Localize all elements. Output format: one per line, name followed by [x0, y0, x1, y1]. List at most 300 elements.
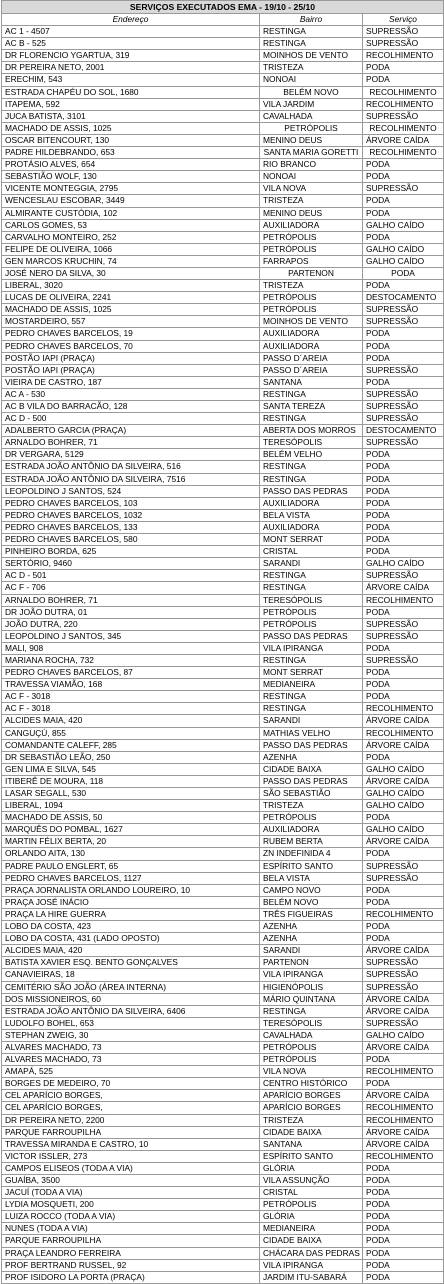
table-row	[2, 316, 444, 328]
cell-bairro: RIO BRANCO	[260, 159, 363, 171]
cell-bairro: AUXILIADORA	[260, 219, 363, 231]
cell-bairro: ZN INDEFINIDA 4	[260, 848, 363, 860]
cell-endereco: PROF ISIDORO LA PORTA (PRAÇA)	[2, 1271, 260, 1283]
table-row	[2, 425, 444, 437]
cell-bairro: SARANDI	[260, 715, 363, 727]
table-row	[2, 618, 444, 630]
cell-endereco: PADRE HILDEBRANDO, 653	[2, 147, 260, 159]
table-row	[2, 159, 444, 171]
cell-servico: ÁRVORE CAÍDA	[363, 945, 444, 957]
table-row	[2, 1078, 444, 1090]
cell-servico: GALHO CAÍDO	[363, 243, 444, 255]
cell-endereco: DR PEREIRA NETO, 2001	[2, 62, 260, 74]
cell-bairro: RESTINGA	[260, 570, 363, 582]
cell-endereco: PEDRO CHAVES BARCELOS, 103	[2, 497, 260, 509]
cell-endereco: PROF BERTRAND RUSSEL, 92	[2, 1259, 260, 1271]
cell-endereco: LIBERAL, 3020	[2, 280, 260, 292]
table-row	[2, 703, 444, 715]
cell-servico: PODA	[363, 751, 444, 763]
cell-endereco: VICENTE MONTEGGIA, 2795	[2, 183, 260, 195]
table-row	[2, 352, 444, 364]
table-row	[2, 1041, 444, 1053]
cell-endereco: GEN LIMA E SILVA, 545	[2, 763, 260, 775]
table-row	[2, 896, 444, 908]
table-row	[2, 280, 444, 292]
cell-servico: GALHO CAÍDO	[363, 800, 444, 812]
cell-endereco: CEMITÉRIO SÃO JOÃO (ÁREA INTERNA)	[2, 981, 260, 993]
cell-endereco: PEDRO CHAVES BARCELOS, 70	[2, 340, 260, 352]
cell-bairro: HIGIENÓPOLIS	[260, 981, 363, 993]
cell-servico: ÁRVORE CAÍDA	[363, 715, 444, 727]
cell-endereco: DOS MISSIONEIROS, 60	[2, 993, 260, 1005]
cell-servico: RECOLHIMENTO	[363, 1114, 444, 1126]
cell-servico: PODA	[363, 461, 444, 473]
table-row	[2, 485, 444, 497]
table-row	[2, 1114, 444, 1126]
table-row	[2, 921, 444, 933]
cell-servico: SUPRESSÃO	[363, 969, 444, 981]
cell-bairro: VILA NOVA	[260, 1066, 363, 1078]
cell-endereco: CEL APARÍCIO BORGES,	[2, 1090, 260, 1102]
table-row	[2, 630, 444, 642]
cell-bairro: RESTINGA	[260, 26, 363, 38]
table-row	[2, 993, 444, 1005]
cell-servico: PODA	[363, 159, 444, 171]
table-row	[2, 437, 444, 449]
table-row	[2, 981, 444, 993]
cell-servico: PODA	[363, 207, 444, 219]
cell-bairro: CAVALHADA	[260, 110, 363, 122]
table-row	[2, 800, 444, 812]
cell-endereco: ESTRADA CHAPÉU DO SOL, 1680	[2, 86, 260, 98]
cell-servico: ÁRVORE CAÍDA	[363, 739, 444, 751]
cell-endereco: FELIPE DE OLIVEIRA, 1066	[2, 243, 260, 255]
cell-servico: PODA	[363, 691, 444, 703]
cell-endereco: PARQUE FARROUPILHA	[2, 1126, 260, 1138]
table-row	[2, 1187, 444, 1199]
table-row	[2, 1271, 444, 1283]
cell-endereco: AC B VILA DO BARRACÃO, 128	[2, 401, 260, 413]
cell-endereco: AC F - 706	[2, 582, 260, 594]
cell-endereco: MACHADO DE ASSIS, 1025	[2, 304, 260, 316]
cell-servico: RECOLHIMENTO	[363, 703, 444, 715]
table-row	[2, 98, 444, 110]
cell-servico: RECOLHIMENTO	[363, 1066, 444, 1078]
table-row	[2, 62, 444, 74]
cell-endereco: CAMPOS ELISEOS (TODA A VIA)	[2, 1162, 260, 1174]
cell-bairro: PETRÓPOLIS	[260, 122, 363, 134]
cell-servico: PODA	[363, 231, 444, 243]
table-row	[2, 884, 444, 896]
cell-bairro: AUXILIADORA	[260, 824, 363, 836]
table-row	[2, 26, 444, 38]
table-body	[2, 26, 444, 1284]
table-row	[2, 546, 444, 558]
cell-bairro: MONT SERRAT	[260, 667, 363, 679]
table-row	[2, 727, 444, 739]
cell-endereco: CEL APARÍCIO BORGES,	[2, 1102, 260, 1114]
table-row	[2, 1102, 444, 1114]
cell-servico: GALHO CAÍDO	[363, 788, 444, 800]
cell-bairro: CENTRO HISTÓRICO	[260, 1078, 363, 1090]
cell-servico: PODA	[363, 74, 444, 86]
cell-servico: SUPRESSÃO	[363, 38, 444, 50]
table-row	[2, 134, 444, 146]
cell-servico: SUPRESSÃO	[363, 401, 444, 413]
cell-servico: ÁRVORE CAÍDA	[363, 134, 444, 146]
cell-bairro: MOINHOS DE VENTO	[260, 50, 363, 62]
cell-endereco: ALVARES MACHADO, 73	[2, 1041, 260, 1053]
cell-bairro: AUXILIADORA	[260, 328, 363, 340]
cell-endereco: PEDRO CHAVES BARCELOS, 1032	[2, 509, 260, 521]
table-row	[2, 1005, 444, 1017]
cell-bairro: VILA IPIRANGA	[260, 969, 363, 981]
cell-bairro: TERESÓPOLIS	[260, 437, 363, 449]
cell-bairro: ESPÍRITO SANTO	[260, 860, 363, 872]
table-row	[2, 933, 444, 945]
cell-servico: GALHO CAÍDO	[363, 219, 444, 231]
cell-endereco: DR PEREIRA NETO, 2200	[2, 1114, 260, 1126]
cell-bairro: BELA VISTA	[260, 509, 363, 521]
cell-servico: RECOLHIMENTO	[363, 122, 444, 134]
cell-bairro: RESTINGA	[260, 388, 363, 400]
cell-bairro: SÃO SEBASTIÃO	[260, 788, 363, 800]
cell-servico: RECOLHIMENTO	[363, 908, 444, 920]
cell-endereco: MALI, 908	[2, 642, 260, 654]
table-row	[2, 1259, 444, 1271]
table-row	[2, 497, 444, 509]
cell-endereco: DR SEBASTIÃO LEÃO, 250	[2, 751, 260, 763]
cell-endereco: STEPHAN ZWEIG, 30	[2, 1029, 260, 1041]
cell-endereco: TRAVESSA MIRANDA E CASTRO, 10	[2, 1138, 260, 1150]
cell-servico: PODA	[363, 62, 444, 74]
table-row	[2, 594, 444, 606]
cell-bairro: MOINHOS DE VENTO	[260, 316, 363, 328]
cell-servico: RECOLHIMENTO	[363, 594, 444, 606]
cell-servico: RECOLHIMENTO	[363, 727, 444, 739]
cell-bairro: TERESÓPOLIS	[260, 594, 363, 606]
cell-endereco: JOSÉ NERO DA SILVA, 30	[2, 267, 260, 279]
table-row	[2, 606, 444, 618]
table-row	[2, 1126, 444, 1138]
cell-endereco: ITAPEMA, 592	[2, 98, 260, 110]
table-row	[2, 715, 444, 727]
table-row	[2, 775, 444, 787]
cell-endereco: ADALBERTO GARCIA (PRAÇA)	[2, 425, 260, 437]
cell-servico: SUPRESSÃO	[363, 872, 444, 884]
cell-endereco: PROTÁSIO ALVES, 654	[2, 159, 260, 171]
table-row	[2, 38, 444, 50]
cell-servico: SUPRESSÃO	[363, 981, 444, 993]
cell-bairro: BELÉM NOVO	[260, 896, 363, 908]
title-row	[2, 1, 444, 14]
table-title: SERVIÇOS EXECUTADOS EMA - 19/10 - 25/10	[2, 1, 444, 14]
table-row	[2, 328, 444, 340]
cell-bairro: PETRÓPOLIS	[260, 606, 363, 618]
cell-servico: ÁRVORE CAÍDA	[363, 1041, 444, 1053]
table-row	[2, 1017, 444, 1029]
cell-endereco: ERECHIM, 543	[2, 74, 260, 86]
cell-bairro: ESPÍRITO SANTO	[260, 1150, 363, 1162]
cell-servico: PODA	[363, 376, 444, 388]
cell-servico: PODA	[363, 485, 444, 497]
cell-bairro: CAVALHADA	[260, 1029, 363, 1041]
table-row	[2, 376, 444, 388]
table-row	[2, 812, 444, 824]
table-row	[2, 1175, 444, 1187]
cell-servico: PODA	[363, 1054, 444, 1066]
table-row	[2, 945, 444, 957]
cell-endereco: VICTOR ISSLER, 273	[2, 1150, 260, 1162]
table-row	[2, 388, 444, 400]
cell-endereco: SERTÓRIO, 9460	[2, 558, 260, 570]
cell-servico: PODA	[363, 1175, 444, 1187]
cell-endereco: LUIZA ROCCO (TODA A VIA)	[2, 1211, 260, 1223]
table-row	[2, 195, 444, 207]
cell-bairro: CIDADE BAIXA	[260, 763, 363, 775]
cell-bairro: MEDIANEIRA	[260, 679, 363, 691]
cell-endereco: LOBO DA COSTA, 423	[2, 921, 260, 933]
cell-endereco: JUCA BATISTA, 3101	[2, 110, 260, 122]
table-row	[2, 74, 444, 86]
cell-bairro: PETRÓPOLIS	[260, 1199, 363, 1211]
cell-bairro: CIDADE BAIXA	[260, 1235, 363, 1247]
header-endereco: Endereço	[2, 14, 260, 26]
cell-servico: RECOLHIMENTO	[363, 98, 444, 110]
header-servico: Serviço	[363, 14, 444, 26]
cell-bairro: PASSO DAS PEDRAS	[260, 775, 363, 787]
cell-endereco: ESTRADA JOÃO ANTÔNIO DA SILVEIRA, 516	[2, 461, 260, 473]
cell-endereco: GUAÍBA, 3500	[2, 1175, 260, 1187]
cell-servico: RECOLHIMENTO	[363, 86, 444, 98]
table-row	[2, 473, 444, 485]
cell-servico: PODA	[363, 1223, 444, 1235]
cell-servico: PODA	[363, 667, 444, 679]
cell-bairro: PARTENON	[260, 957, 363, 969]
cell-endereco: JACUÍ (TODA A VIA)	[2, 1187, 260, 1199]
cell-servico: PODA	[363, 1199, 444, 1211]
cell-bairro: RESTINGA	[260, 703, 363, 715]
table-row	[2, 570, 444, 582]
cell-endereco: MACHADO DE ASSIS, 50	[2, 812, 260, 824]
cell-endereco: ESTRADA JOÃO ANTÔNIO DA SILVEIRA, 6406	[2, 1005, 260, 1017]
cell-servico: PODA	[363, 1078, 444, 1090]
services-table	[1, 0, 444, 1284]
cell-servico: ÁRVORE CAÍDA	[363, 1126, 444, 1138]
table-row	[2, 1235, 444, 1247]
cell-bairro: TRISTEZA	[260, 195, 363, 207]
table-row	[2, 763, 444, 775]
cell-servico: RECOLHIMENTO	[363, 147, 444, 159]
cell-servico: SUPRESSÃO	[363, 26, 444, 38]
cell-servico: DESTOCAMENTO	[363, 292, 444, 304]
table-row	[2, 848, 444, 860]
cell-servico: PODA	[363, 933, 444, 945]
table-row	[2, 534, 444, 546]
cell-bairro: MENINO DEUS	[260, 134, 363, 146]
cell-bairro: SANTANA	[260, 1138, 363, 1150]
table-row	[2, 1150, 444, 1162]
cell-endereco: PARQUE FARROUPILHA	[2, 1235, 260, 1247]
cell-bairro: PARTENON	[260, 267, 363, 279]
cell-endereco: PRAÇA JOSÉ INÁCIO	[2, 896, 260, 908]
cell-endereco: MOSTARDEIRO, 557	[2, 316, 260, 328]
cell-bairro: RESTINGA	[260, 413, 363, 425]
cell-bairro: CRISTAL	[260, 1187, 363, 1199]
table-row	[2, 110, 444, 122]
cell-servico: SUPRESSÃO	[363, 437, 444, 449]
cell-servico: SUPRESSÃO	[363, 304, 444, 316]
cell-endereco: AC D - 500	[2, 413, 260, 425]
cell-bairro: AUXILIADORA	[260, 521, 363, 533]
table-row	[2, 1211, 444, 1223]
cell-servico: PODA	[363, 884, 444, 896]
table-row	[2, 679, 444, 691]
cell-endereco: PADRE PAULO ENGLERT, 65	[2, 860, 260, 872]
table-row	[2, 860, 444, 872]
cell-bairro: RESTINGA	[260, 582, 363, 594]
cell-endereco: WENCESLAU ESCOBAR, 3449	[2, 195, 260, 207]
cell-servico: GALHO CAÍDO	[363, 824, 444, 836]
cell-servico: RECOLHIMENTO	[363, 1150, 444, 1162]
cell-bairro: RESTINGA	[260, 654, 363, 666]
table-row	[2, 1199, 444, 1211]
cell-servico: PODA	[363, 896, 444, 908]
cell-endereco: PRAÇA LA HIRE GUERRA	[2, 908, 260, 920]
table-row	[2, 401, 444, 413]
cell-bairro: GLÓRIA	[260, 1162, 363, 1174]
cell-bairro: PASSO DAS PEDRAS	[260, 739, 363, 751]
table-row	[2, 788, 444, 800]
cell-servico: GALHO CAÍDO	[363, 763, 444, 775]
table-row	[2, 147, 444, 159]
cell-endereco: POSTÃO IAPI (PRAÇA)	[2, 352, 260, 364]
cell-servico: PODA	[363, 848, 444, 860]
cell-endereco: BORGES DE MEDEIRO, 70	[2, 1078, 260, 1090]
table-row	[2, 1029, 444, 1041]
cell-endereco: PRAÇA JORNALISTA ORLANDO LOUREIRO, 10	[2, 884, 260, 896]
cell-servico: SUPRESSÃO	[363, 618, 444, 630]
table-row	[2, 957, 444, 969]
cell-bairro: PETRÓPOLIS	[260, 243, 363, 255]
cell-endereco: MACHADO DE ASSIS, 1025	[2, 122, 260, 134]
cell-endereco: AC B - 525	[2, 38, 260, 50]
cell-servico: GALHO CAÍDO	[363, 558, 444, 570]
cell-servico: SUPRESSÃO	[363, 316, 444, 328]
cell-bairro: PETRÓPOLIS	[260, 292, 363, 304]
table-row	[2, 340, 444, 352]
cell-servico: PODA	[363, 1211, 444, 1223]
cell-endereco: DR JOÃO DUTRA, 01	[2, 606, 260, 618]
cell-bairro: AUXILIADORA	[260, 497, 363, 509]
cell-endereco: PINHEIRO BORDA, 625	[2, 546, 260, 558]
cell-endereco: SEBASTIÃO WOLF, 130	[2, 171, 260, 183]
cell-bairro: TRISTEZA	[260, 280, 363, 292]
table-row	[2, 1162, 444, 1174]
cell-bairro: CHÁCARA DAS PEDRAS	[260, 1247, 363, 1259]
cell-bairro: TRISTEZA	[260, 800, 363, 812]
cell-servico: SUPRESSÃO	[363, 570, 444, 582]
cell-bairro: MATHIAS VELHO	[260, 727, 363, 739]
cell-bairro: APARÍCIO BORGES	[260, 1090, 363, 1102]
cell-servico: SUPRESSÃO	[363, 630, 444, 642]
cell-servico: PODA	[363, 921, 444, 933]
cell-bairro: PETRÓPOLIS	[260, 1041, 363, 1053]
cell-endereco: PEDRO CHAVES BARCELOS, 580	[2, 534, 260, 546]
cell-bairro: TRISTEZA	[260, 62, 363, 74]
cell-servico: SUPRESSÃO	[363, 364, 444, 376]
cell-servico: PODA	[363, 1162, 444, 1174]
table-row	[2, 751, 444, 763]
cell-bairro: PASSO D´AREIA	[260, 352, 363, 364]
table-row	[2, 243, 444, 255]
cell-bairro: MONT SERRAT	[260, 534, 363, 546]
table-row	[2, 872, 444, 884]
cell-bairro: AZENHA	[260, 921, 363, 933]
cell-servico: PODA	[363, 473, 444, 485]
cell-endereco: MARQUÊS DO POMBAL, 1627	[2, 824, 260, 836]
cell-endereco: ITIBERÊ DE MOURA, 118	[2, 775, 260, 787]
cell-servico: GALHO CAÍDO	[363, 255, 444, 267]
table-row	[2, 558, 444, 570]
cell-servico: ÁRVORE CAÍDA	[363, 993, 444, 1005]
services-spreadsheet	[1, 0, 443, 1284]
cell-bairro: AZENHA	[260, 751, 363, 763]
cell-endereco: MARIANA ROCHA, 732	[2, 654, 260, 666]
cell-endereco: LASAR SEGALL, 530	[2, 788, 260, 800]
cell-bairro: BELÉM VELHO	[260, 449, 363, 461]
table-row	[2, 521, 444, 533]
table-row	[2, 364, 444, 376]
cell-endereco: ALMIRANTE CUSTÓDIA, 102	[2, 207, 260, 219]
cell-endereco: ESTRADA JOÃO ANTÔNIO DA SILVEIRA, 7516	[2, 473, 260, 485]
cell-bairro: JARDIM ITU-SABARÁ	[260, 1271, 363, 1283]
cell-servico: PODA	[363, 1247, 444, 1259]
cell-endereco: DR FLORENCIO YGARTUA, 319	[2, 50, 260, 62]
cell-servico: SUPRESSÃO	[363, 110, 444, 122]
cell-bairro: SARANDI	[260, 558, 363, 570]
cell-bairro: TRÊS FIGUEIRAS	[260, 908, 363, 920]
table-row	[2, 413, 444, 425]
cell-bairro: VILA NOVA	[260, 183, 363, 195]
cell-servico: SUPRESSÃO	[363, 183, 444, 195]
cell-endereco: BATISTA XAVIER ESQ. BENTO GONÇALVES	[2, 957, 260, 969]
cell-bairro: NONOAI	[260, 171, 363, 183]
cell-endereco: CANGUÇÚ, 855	[2, 727, 260, 739]
cell-servico: PODA	[363, 1259, 444, 1271]
cell-servico: SUPRESSÃO	[363, 1017, 444, 1029]
table-row	[2, 691, 444, 703]
cell-bairro: PASSO DAS PEDRAS	[260, 485, 363, 497]
cell-bairro: SANTA MARIA GORETTI	[260, 147, 363, 159]
cell-bairro: AZENHA	[260, 933, 363, 945]
cell-bairro: RESTINGA	[260, 38, 363, 50]
cell-servico: PODA	[363, 521, 444, 533]
cell-servico: PODA	[363, 1187, 444, 1199]
cell-endereco: AC F - 3018	[2, 691, 260, 703]
cell-endereco: ARNALDO BOHRER, 71	[2, 437, 260, 449]
cell-servico: PODA	[363, 679, 444, 691]
table-row	[2, 1066, 444, 1078]
cell-bairro: RESTINGA	[260, 1005, 363, 1017]
table-row	[2, 292, 444, 304]
cell-bairro: BELA VISTA	[260, 872, 363, 884]
cell-servico: PODA	[363, 497, 444, 509]
cell-bairro: MEDIANEIRA	[260, 1223, 363, 1235]
cell-endereco: ARNALDO BOHRER, 71	[2, 594, 260, 606]
table-row	[2, 509, 444, 521]
table-row	[2, 836, 444, 848]
